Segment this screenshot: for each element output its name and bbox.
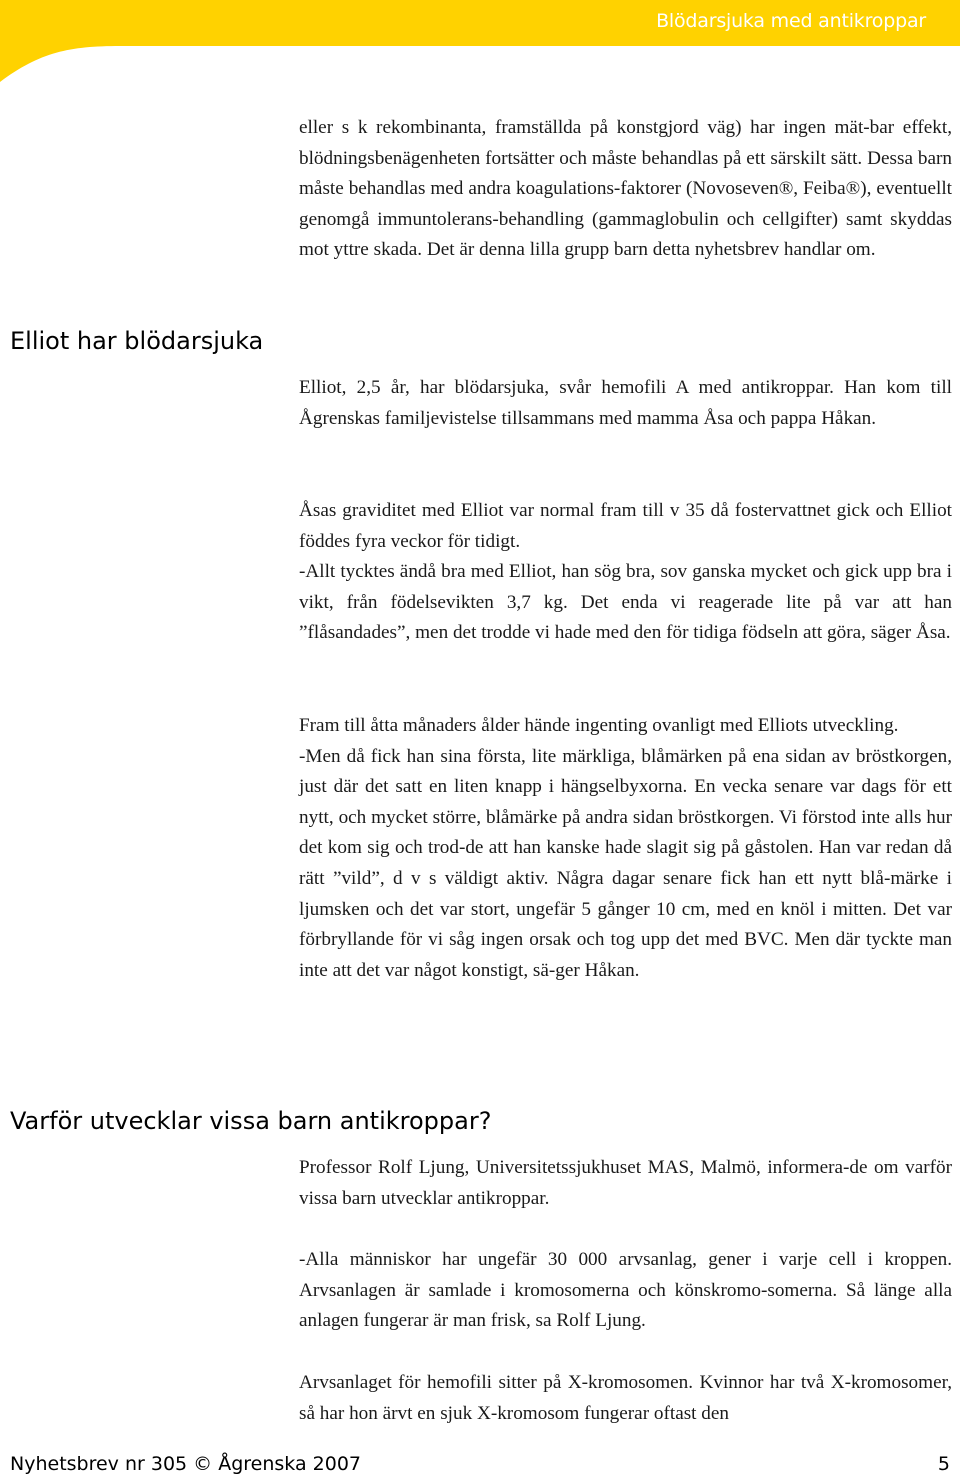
paragraph-text: Arvsanlaget för hemofili sitter på X-kromosomen. Kvinnor har två X-kromosomer, så har hon ärvt en sjuk X-kromosom fungerar oftast den (299, 1372, 952, 1424)
heading-elliot: Elliot har blödarsjuka (10, 327, 264, 355)
paragraph-text: -Men då fick han sina första, lite märkliga, blåmärken på ena sidan av bröstkorgen, just där det satt en liten knapp i hängselbyxorna. En vecka senare var dags för ett nytt, och mycket större, blåmärke på andra sidan bröstkorgen. Vi förstod inte alls hur det kom sig och trod-de att han kanske hade slagit sig på gåstolen. Han var redan då rätt ”vild”, d v s väldigt aktiv. Några dagar senare fick han ett nytt blå-märke i ljumsken och det var stort, ungefär 5 gånger 10 cm, med en knöl i mitten. Det var förbryllande för vi såg ingen orsak och tog upp det med BVC. Men där tyckte man inte att det var något konstigt, sä-ger Håkan. (299, 745, 952, 981)
paragraph-text: -Alla människor har ungefär 30 000 arvsanlag, gener i varje cell i kroppen. Arvsanlagen är samlade i kromosomerna och könskromo-somerna. Så länge alla anlagen fungerar är man frisk, sa Rolf Ljung. (299, 1249, 952, 1332)
body-paragraph-intro (299, 113, 952, 266)
header-title: Blödarsjuka med antikroppar (656, 10, 926, 32)
paragraph-text: Åsas graviditet med Elliot var normal fram till v 35 då fostervattnet gick och Elliot föddes fyra veckor för tidigt. (299, 500, 952, 552)
body-paragraph-bruises (299, 711, 952, 986)
paragraph-text: Professor Rolf Ljung, Universitetssjukhuset MAS, Malmö, informera-de om varför vissa barn utvecklar antikroppar. (299, 1157, 952, 1209)
paragraph-text: Fram till åtta månaders ålder hände ingenting ovanligt med Elliots utveckling. (299, 715, 899, 736)
paragraph-text: Elliot, 2,5 år, har blödarsjuka, svår hemofili A med antikroppar. Han kom till Ågrenskas familjevistelse tillsammans med mamma Åsa och pappa Håkan. (299, 377, 952, 429)
body-paragraph-xchromosome (299, 1368, 952, 1429)
header-band (0, 0, 960, 100)
body-paragraph-professor (299, 1153, 952, 1214)
body-paragraph-pregnancy (299, 496, 952, 649)
paragraph-text: eller s k rekombinanta, framställda på konstgjord väg) har ingen mät-bar effekt, blödningsbenägenheten fortsätter och måste behandlas på ett särskilt sätt. Dessa barn måste behandlas med andra koagulations-faktorer (Novoseven®, Feiba®), eventuellt genomgå immuntolerans-behandling (gammaglobulin och cellgifter) samt skyddas mot yttre skada. Det är denna lilla grupp barn detta nyhetsbrev handlar om. (299, 117, 952, 261)
heading-antibodies: Varför utvecklar vissa barn antikroppar? (10, 1107, 492, 1135)
body-paragraph-genes (299, 1245, 952, 1337)
footer-publication: Nyhetsbrev nr 305 © Ågrenska 2007 (10, 1453, 361, 1475)
page-number: 5 (937, 1453, 950, 1475)
body-paragraph-elliot (299, 373, 952, 434)
paragraph-text: -Allt tycktes ändå bra med Elliot, han sög bra, sov ganska mycket och gick upp bra i vikt, från födelsevikten 3,7 kg. Det enda vi reagerade lite på var att han ”flåsandades”, men det trodde vi hade med den för tidiga födseln att göra, säger Åsa. (299, 561, 952, 644)
